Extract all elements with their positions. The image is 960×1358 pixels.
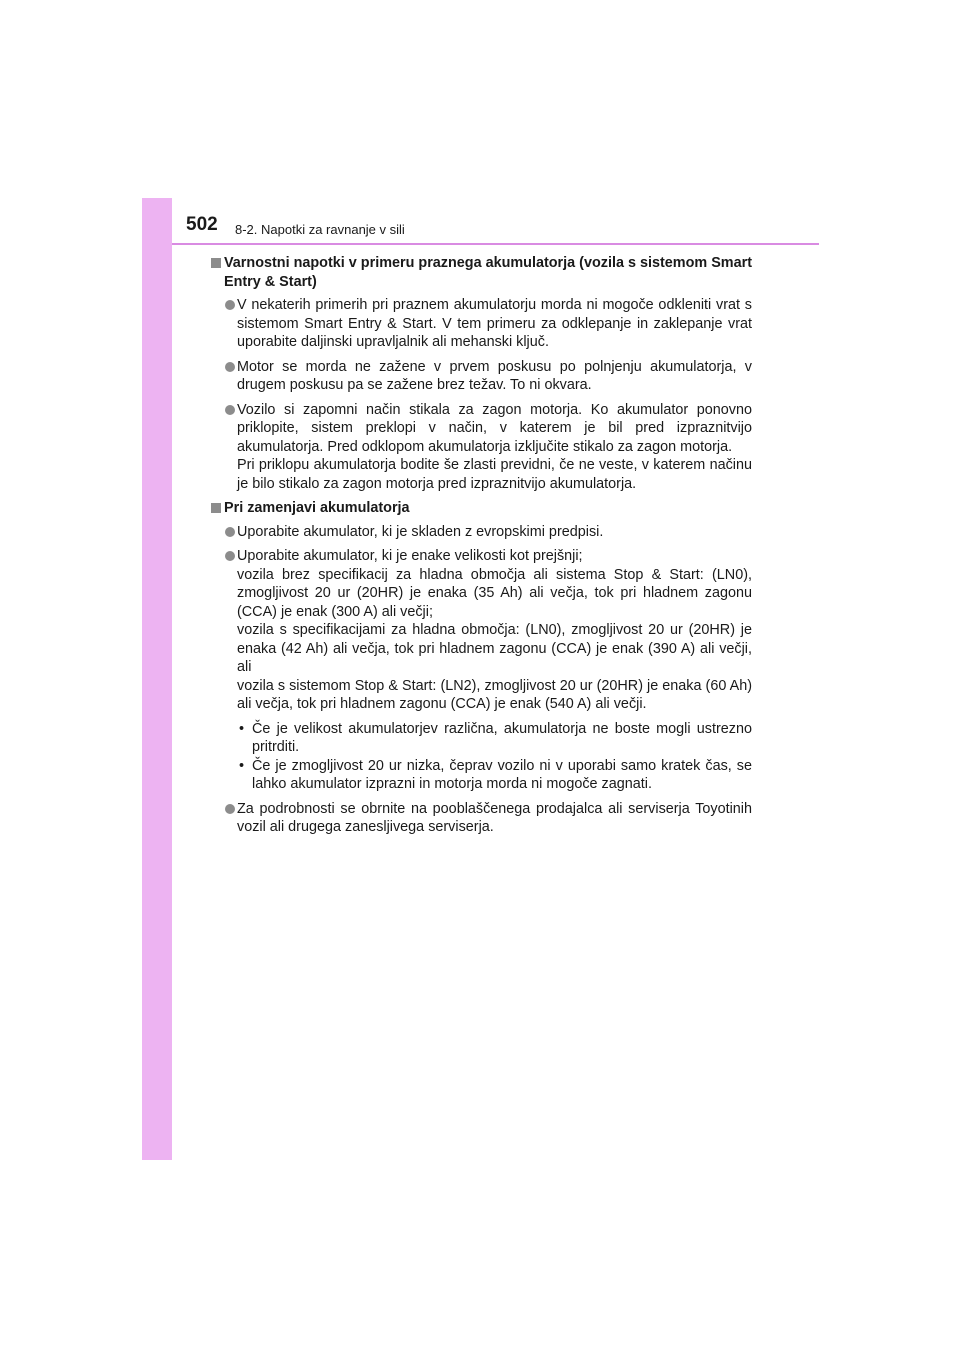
list-item xyxy=(210,358,752,395)
round-bullet-icon xyxy=(225,527,235,537)
item-text: vozila brez specifikacij za hladna območja ali sistema Stop & Start: (LN0), zmogljivost 20 ur (20HR) je enaka (35 Ah) ali večja, tok pri hladnem zagonu (CCA) je enak (300 A) ali večji; xyxy=(237,566,752,620)
round-bullet-icon xyxy=(225,362,235,372)
round-bullet-icon xyxy=(225,300,235,310)
item-text: Za podrobnosti se obrnite na pooblaščenega prodajalca ali serviserja Toyotinih vozil ali drugega zanesljivega serviserja. xyxy=(237,800,752,835)
section-battery-replacement xyxy=(210,499,752,837)
square-bullet-icon xyxy=(211,503,221,513)
round-bullet-icon xyxy=(225,551,235,561)
list-item xyxy=(210,296,752,352)
item-text: Motor se morda ne zažene v prvem poskusu po polnjenju akumulatorja, v drugem poskusu pa se zažene brez težav. To ni okvara. xyxy=(237,358,752,393)
page-content xyxy=(210,254,752,843)
section-battery-discharged xyxy=(210,254,752,493)
item-text: Uporabite akumulator, ki je enake velikosti kot prejšnji; xyxy=(237,548,583,564)
item-text: Uporabite akumulator, ki je skladen z evropskimi predpisi. xyxy=(237,523,604,540)
sub-list-item xyxy=(237,757,752,794)
item-text: V nekaterih primerih pri praznem akumulatorju morda ni mogoče odkleniti vrat s sistemom Smart Entry & Start. V tem primeru za odklepanje in zaklepanje vrat uporabite daljinski upravljalnik ali mehanski ključ. xyxy=(237,297,752,350)
list-item xyxy=(210,401,752,494)
section-heading-text: Varnostni napotki v primeru praznega akumulatorja (vozila s sistemom Smart Entry & Start) xyxy=(224,255,752,290)
section-heading-text: Pri zamenjavi akumulatorja xyxy=(224,500,410,516)
sub-list xyxy=(237,720,752,794)
item-text: Vozilo si zapomni način stikala za zagon motorja. Ko akumulator ponovno priklopite, sistem preklopi v način, v katerem je bil pred izpraznitvijo akumulatorja. Pred odklopom akumulatorja izključite stikalo za zagon motorja. xyxy=(237,401,752,455)
sub-list-item xyxy=(237,720,752,757)
chapter-side-band xyxy=(142,198,172,1160)
item-text: Pri priklopu akumulatorja bodite še zlasti previdni, če ne veste, v katerem načinu je bilo stikalo za zagon motorja pred izpraznitvijo akumulatorja. xyxy=(237,457,752,492)
page-number: 502 xyxy=(186,214,218,235)
list-item xyxy=(210,800,752,837)
item-text: vozila s sistemom Stop & Start: (LN2), zmogljivost 20 ur (20HR) je enaka (60 Ah) ali večja, tok pri hladnem zagonu (CCA) je enak (540 A) ali večji. xyxy=(237,677,752,712)
small-bullet-icon: • xyxy=(239,720,245,737)
sub-item-text: Če je zmogljivost 20 ur nizka, čeprav vozilo ni v uporabi samo kratek čas, se lahko akumulator izprazni in motorja morda ni mogoče zagnati. xyxy=(252,757,752,792)
sub-item-text: Če je velikost akumulatorjev različna, akumulatorja ne boste mogli ustrezno pritrditi. xyxy=(252,720,752,755)
section-heading xyxy=(210,499,752,518)
round-bullet-icon xyxy=(225,405,235,415)
list-item xyxy=(210,547,752,794)
small-bullet-icon: • xyxy=(239,757,245,774)
running-head: 8-2. Napotki za ravnanje v sili xyxy=(235,222,405,237)
header-rule xyxy=(172,243,819,245)
round-bullet-icon xyxy=(225,804,235,814)
square-bullet-icon xyxy=(211,258,221,268)
list-item xyxy=(210,523,752,542)
item-text: vozila s specifikacijami za hladna območja: (LN0), zmogljivost 20 ur (20HR) je enaka (42 Ah) ali večja, tok pri hladnem zagonu (CCA) je enak (390 A) ali večji, ali xyxy=(237,622,752,675)
section-heading xyxy=(210,254,752,291)
